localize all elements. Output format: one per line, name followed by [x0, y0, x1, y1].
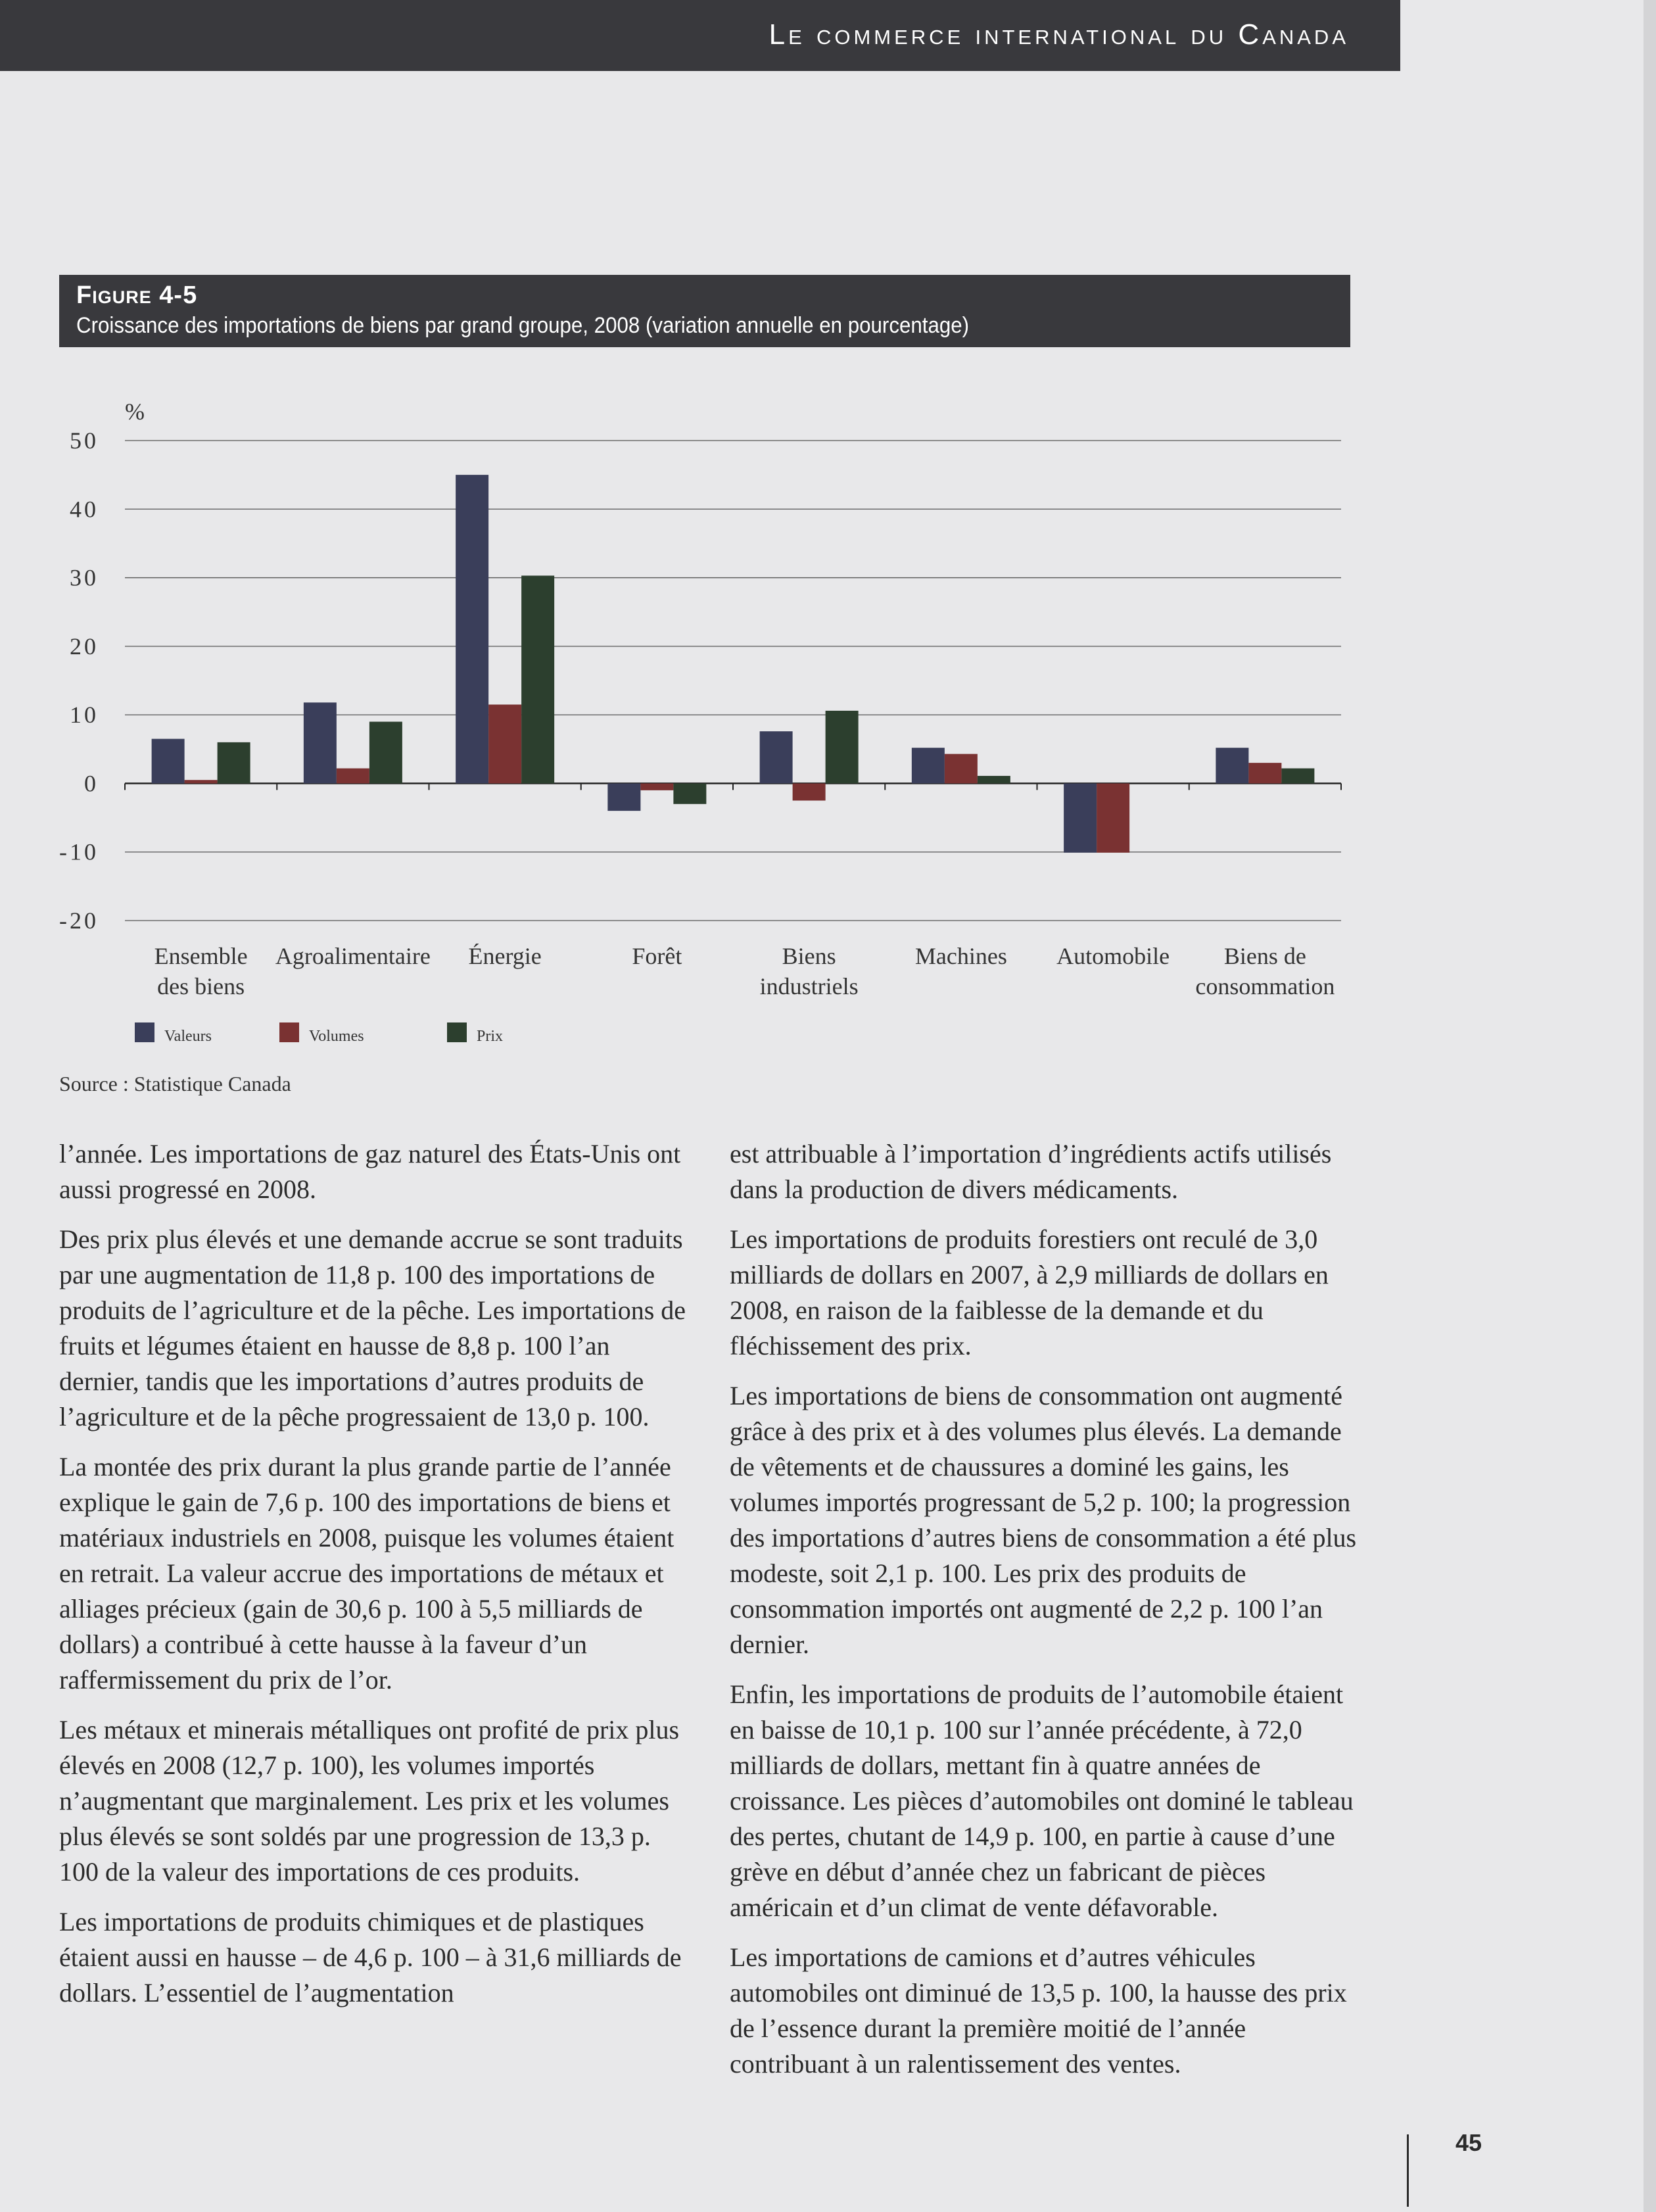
- x-category-label: Biens industriels: [759, 943, 859, 999]
- x-category-label: Biens de consommation: [1195, 943, 1335, 999]
- paragraph: Des prix plus élevés et une demande accrue se sont traduits par une augmentation de 11,8 p. 100 des importations de produits de l’agriculture et de la pêche. Les importations de fruits et légumes étaient en hausse de 8,8 p. 100 l’an dernier, tandis que les importations d’autres produits de l’agriculture et de la pêche progressaient de 13,0 p. 100.: [59, 1224, 686, 1431]
- bar-prix: [369, 722, 402, 784]
- x-category-label: Automobile: [1056, 943, 1170, 969]
- paragraph: l’année. Les importations de gaz naturel des États-Unis ont aussi progressé en 2008.: [59, 1139, 681, 1204]
- bar-chart: [39, 368, 1354, 1065]
- x-category-label: Forêt: [632, 943, 682, 969]
- y-tick-label: -10: [59, 838, 99, 865]
- bar-prix: [826, 711, 859, 784]
- legend-swatch-valeurs: [135, 1022, 154, 1042]
- paragraph: Enfin, les importations de produits de l’automobile étaient en baisse de 10,1 p. 100 sur l’année précédente, à 72,0 milliards de dollars, mettant fin à quatre années de croissance. Les pièces d’automobiles ont dominé le tableau des pertes, chutant de 14,9 p. 100, en partie à cause d’une grève en début d’année chez un fabricant de pièces américain et d’un climat de vente défavorable.: [730, 1679, 1354, 1922]
- paragraph: est attribuable à l’importation d’ingrédients actifs utilisés dans la production de divers médicaments.: [730, 1139, 1332, 1204]
- body-column-left: [59, 1136, 690, 2025]
- x-category-label: Énergie: [468, 943, 542, 969]
- page-edge-shadow: [1644, 0, 1656, 2212]
- bar-prix: [978, 776, 1010, 783]
- bar-volumes: [185, 780, 218, 783]
- y-tick-label: 50: [70, 427, 99, 454]
- running-header-band: [0, 0, 1400, 71]
- y-axis-unit-label: %: [125, 398, 145, 425]
- y-tick-label: 20: [70, 633, 99, 660]
- figure-number: Figure 4-5: [76, 281, 198, 309]
- bar-volumes: [640, 783, 673, 790]
- y-tick-label: 10: [70, 702, 99, 729]
- bar-prix: [1281, 768, 1314, 783]
- bar-valeurs: [1064, 783, 1097, 852]
- paragraph: Les importations de produits forestiers ont reculé de 3,0 milliards de dollars en 2007, à 2,9 milliards de dollars en 2008, en raison de la faiblesse de la demande et du fléchissement des prix.: [730, 1224, 1329, 1360]
- bar-valeurs: [456, 475, 488, 783]
- bar-volumes: [488, 705, 521, 784]
- figure-caption: Croissance des importations de biens par grand groupe, 2008 (variation annuelle en pourcentage): [76, 313, 970, 338]
- bar-volumes: [793, 783, 826, 800]
- bar-volumes: [945, 754, 978, 784]
- running-header-title: Le commerce international du Canada: [769, 18, 1349, 51]
- paragraph: Les importations de camions et d’autres véhicules automobiles ont diminué de 13,5 p. 100, la hausse des prix de l’essence durant la première moitié de l’année contribuant à un ralentissement des ventes.: [730, 1942, 1347, 2079]
- bar-valeurs: [304, 702, 337, 783]
- legend-label: Valeurs: [164, 1028, 212, 1045]
- paragraph: La montée des prix durant la plus grande partie de l’année explique le gain de 7,6 p. 100 des importations de biens et matériaux industriels en 2008, puisque les volumes étaient en retrait. La valeur accrue des importations de métaux et alliages précieux (gain de 30,6 p. 100 à 5,5 milliards de dollars) a contribué à cette hausse à la faveur d’un raffermissement du prix de l’or.: [59, 1452, 674, 1695]
- x-category-label: Ensemble des biens: [154, 943, 248, 999]
- bar-prix: [218, 742, 250, 784]
- bar-prix: [521, 575, 554, 783]
- y-tick-label: 40: [70, 496, 99, 523]
- bar-valeurs: [152, 739, 185, 784]
- body-column-right: [730, 1136, 1361, 2096]
- bar-valeurs: [1216, 748, 1248, 783]
- x-category-label: Agroalimentaire: [275, 943, 431, 969]
- legend-label: Volumes: [309, 1028, 364, 1045]
- paragraph: Les importations de produits chimiques et de plastiques étaient aussi en hausse – de 4,6 p. 100 – à 31,6 milliards de dollars. L’essentiel de l’augmentation: [59, 1907, 682, 2008]
- figure-source: Source : Statistique Canada: [59, 1072, 291, 1095]
- paragraph: Les importations de biens de consommation ont augmenté grâce à des prix et à des volumes plus élevés. La demande de vêtements et de chaussures a dominé les gains, les volumes importés progressant de 5,2 p. 100; la progression des importations d’autres biens de consommation a été plus modeste, soit 2,1 p. 100. Les prix des produits de consommation importés ont augmenté de 2,2 p. 100 l’an dernier.: [730, 1381, 1357, 1659]
- page-number-rule: [1407, 2134, 1409, 2207]
- y-tick-label: -20: [59, 907, 99, 934]
- y-tick-label: 0: [84, 770, 99, 797]
- y-tick-label: 30: [70, 564, 99, 591]
- legend-label: Prix: [477, 1028, 504, 1045]
- legend-swatch-volumes: [279, 1022, 299, 1042]
- bar-volumes: [1097, 783, 1129, 852]
- bar-volumes: [1248, 763, 1281, 783]
- x-category-label: Machines: [914, 943, 1007, 969]
- page-number: 45: [1455, 2129, 1482, 2156]
- bar-prix: [673, 783, 706, 804]
- paragraph: Les métaux et minerais métalliques ont profité de prix plus élevés en 2008 (12,7 p. 100), les volumes importés n’augmentant que marginalement. Les prix et les volumes plus élevés se sont soldés par une progression de 13,3 p. 100 de la valeur des importations de ces produits.: [59, 1715, 680, 1887]
- bar-volumes: [337, 768, 369, 783]
- legend-swatch-prix: [447, 1022, 467, 1042]
- bar-valeurs: [912, 748, 945, 783]
- figure-title-band: [59, 275, 1350, 347]
- bar-valeurs: [607, 783, 640, 811]
- bar-valeurs: [760, 731, 793, 783]
